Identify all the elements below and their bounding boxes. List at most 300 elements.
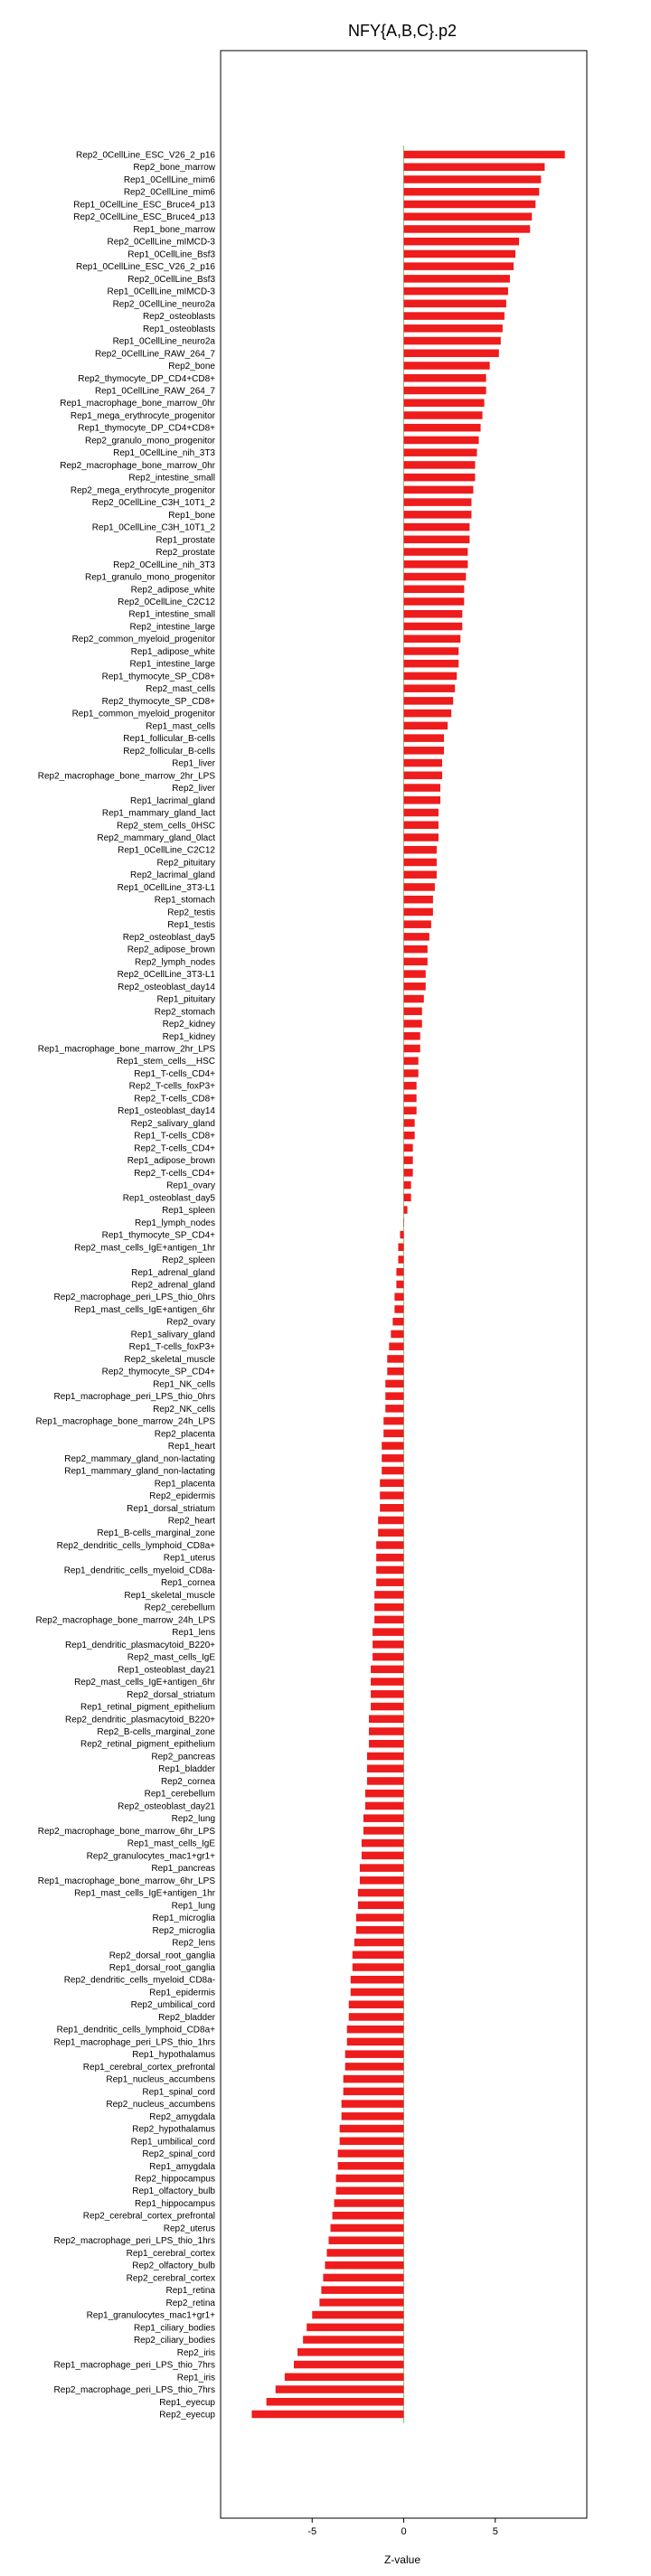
- category-label: Rep2_spleen: [162, 1255, 215, 1266]
- bar: [373, 1628, 403, 1636]
- bar: [371, 1678, 403, 1686]
- bar: [353, 1951, 404, 1960]
- bar: [387, 1368, 403, 1376]
- category-label: Rep2_dendritic_cells_lymphoid_CD8a+: [56, 1540, 215, 1551]
- bar: [285, 2374, 404, 2382]
- category-label: Rep1_dendritic_plasmacytoid_B220+: [65, 1640, 215, 1650]
- bar: [404, 958, 428, 966]
- category-label: Rep2_spinal_cord: [142, 2149, 215, 2160]
- bar: [338, 2162, 404, 2170]
- bar: [347, 2026, 404, 2034]
- bar: [404, 437, 479, 445]
- bar: [373, 1653, 403, 1661]
- bar: [404, 859, 437, 867]
- bar: [340, 2138, 404, 2146]
- bar: [380, 1491, 403, 1500]
- x-tick-label: -5: [307, 2526, 317, 2537]
- category-label: Rep2_bone: [168, 362, 215, 372]
- bar: [404, 796, 441, 804]
- bar: [404, 759, 443, 767]
- category-label: Rep2_olfactory_bulb: [132, 2261, 215, 2271]
- category-label: Rep1_hippocampus: [135, 2198, 215, 2209]
- bar: [404, 461, 476, 469]
- bar: [389, 1342, 403, 1350]
- bar: [404, 312, 505, 320]
- category-label: Rep1_stomach: [154, 895, 215, 906]
- category-label: Rep2_0CellLine_C2C12: [118, 597, 215, 608]
- bar: [356, 1926, 404, 1934]
- bar: [404, 387, 486, 395]
- bar: [383, 1430, 403, 1438]
- bar: [378, 1517, 403, 1525]
- bar: [319, 2299, 403, 2307]
- bar: [404, 635, 461, 643]
- bar: [380, 1504, 403, 1512]
- bar: [404, 1008, 422, 1016]
- bar: [404, 287, 508, 296]
- category-label: Rep1_intestine_large: [129, 659, 215, 670]
- category-label: Rep1_macrophage_peri_LPS_thio_0hrs: [53, 1392, 215, 1403]
- bar: [347, 2038, 404, 2046]
- category-labels-group: [36, 151, 216, 2421]
- category-label: Rep1_0CellLine_C2C12: [118, 845, 215, 856]
- category-label: Rep1_pancreas: [151, 1864, 215, 1875]
- category-label: Rep2_mast_cells: [146, 684, 215, 695]
- bar: [345, 2063, 404, 2071]
- bar: [378, 1528, 403, 1537]
- bar: [404, 722, 448, 730]
- category-label: Rep1_bladder: [158, 1764, 215, 1775]
- bar: [404, 1057, 419, 1065]
- bar: [404, 710, 452, 718]
- category-label: Rep2_cerebral_cortex_prefrontal: [82, 2211, 215, 2222]
- bar: [404, 883, 435, 891]
- category-label: Rep2_mammary_gland_0lact: [97, 832, 215, 843]
- bar: [404, 1082, 417, 1090]
- bar: [404, 300, 506, 308]
- category-label: Rep2_testis: [167, 907, 215, 918]
- category-label: Rep2_adipose_brown: [127, 945, 215, 955]
- bar: [342, 2100, 404, 2108]
- bar: [374, 1616, 403, 1624]
- category-label: Rep2_T-cells_CD4+: [134, 1168, 215, 1179]
- category-label: Rep2_retina: [165, 2298, 215, 2308]
- bar: [404, 809, 439, 817]
- bar: [404, 548, 468, 556]
- category-label: Rep2_cerebral_cortex: [126, 2273, 215, 2284]
- category-label: Rep2_osteoblast_day14: [118, 982, 215, 992]
- category-label: Rep1_bone_marrow: [133, 224, 215, 235]
- category-label: Rep1_adipose_white: [130, 646, 215, 657]
- bar: [394, 1293, 403, 1301]
- category-label: Rep1_follicular_B-cells: [123, 734, 215, 745]
- category-label: Rep2_retinal_pigment_epithelium: [80, 1739, 215, 1750]
- bar: [387, 1355, 403, 1363]
- bar: [404, 474, 476, 482]
- category-label: Rep1_olfactory_bulb: [132, 2186, 215, 2197]
- category-label: Rep1_osteoblast_day5: [122, 1193, 215, 1204]
- bar: [404, 262, 514, 270]
- category-label: Rep1_prostate: [156, 535, 215, 546]
- bar: [404, 511, 472, 519]
- bar: [404, 250, 516, 259]
- category-label: Rep1_T-cells_CD8+: [134, 1131, 215, 1142]
- category-label: Rep2_0CellLine_ESC_V26_2_p16: [75, 150, 215, 161]
- category-label: Rep1_macrophage_peri_LPS_thio_7hrs: [53, 2360, 215, 2371]
- category-label: Rep2_0CellLine_mIMCD-3: [107, 237, 215, 248]
- category-label: Rep2_0CellLine_mim6: [123, 187, 215, 198]
- category-label: Rep2_umbilical_cord: [130, 2000, 215, 2011]
- bar: [351, 1976, 404, 1984]
- bar: [404, 1144, 413, 1152]
- bar: [321, 2286, 403, 2294]
- category-label: Rep1_spinal_cord: [142, 2087, 215, 2098]
- category-label: Rep2_T-cells_CD4+: [134, 1143, 215, 1154]
- bar: [398, 1255, 403, 1264]
- category-label: Rep1_stem_cells__HSC: [117, 1057, 215, 1067]
- category-label: Rep2_cerebellum: [144, 1603, 215, 1613]
- bar: [404, 1032, 420, 1040]
- bar: [358, 1902, 404, 1910]
- category-label: Rep1_hypothalamus: [132, 2050, 215, 2061]
- category-label: Rep2_macrophage_bone_marrow_24h_LPS: [35, 1615, 215, 1626]
- category-label: Rep2_granulo_mono_progenitor: [85, 436, 215, 447]
- bar: [404, 238, 520, 246]
- bar: [404, 586, 465, 594]
- category-label: Rep1_T-cells_foxP3+: [128, 1342, 215, 1353]
- bar: [374, 1603, 403, 1612]
- bar: [307, 2324, 403, 2332]
- bar: [376, 1578, 403, 1586]
- category-label: Rep1_0CellLine_RAW_264_7: [94, 386, 215, 397]
- category-label: Rep2_0CellLine_ESC_Bruce4_p13: [73, 212, 215, 223]
- category-label: Rep1_B-cells_marginal_zone: [97, 1528, 215, 1539]
- category-label: Rep2_adipose_white: [130, 585, 215, 596]
- bar: [363, 1814, 404, 1822]
- bar: [404, 1169, 413, 1177]
- category-label: Rep1_heart: [167, 1442, 215, 1453]
- category-label: Rep2_ovary: [166, 1317, 215, 1328]
- category-label: Rep1_macrophage_bone_marrow_2hr_LPS: [37, 1044, 215, 1055]
- bar: [371, 1666, 403, 1674]
- bar: [404, 536, 470, 544]
- category-label: Rep1_0CellLine_C3H_10T1_2: [91, 522, 215, 533]
- category-label: Rep2_prostate: [156, 548, 215, 559]
- category-label: Rep2_osteoblasts: [142, 312, 215, 323]
- bar: [404, 324, 503, 333]
- bar: [404, 1020, 422, 1028]
- bar: [404, 833, 439, 841]
- category-label: Rep1_0CellLine_nih_3T3: [113, 448, 215, 459]
- category-label: Rep2_mast_cells_IgE: [127, 1652, 215, 1663]
- category-label: Rep2_osteoblast_day5: [122, 932, 215, 943]
- category-label: Rep2_macrophage_peri_LPS_thio_7hrs: [53, 2385, 215, 2396]
- bar: [404, 411, 483, 419]
- category-label: Rep2_macrophage_peri_LPS_thio_1hrs: [53, 2236, 215, 2247]
- bar: [404, 896, 433, 904]
- bar: [404, 660, 459, 668]
- category-label: Rep2_lens: [172, 1938, 215, 1949]
- category-label: Rep1_bone: [168, 510, 215, 521]
- bar: [404, 822, 439, 830]
- bar: [394, 1305, 403, 1313]
- category-label: Rep2_bone_marrow: [133, 163, 215, 174]
- category-label: Rep1_mast_cells_IgE+antigen_1hr: [74, 1888, 215, 1899]
- bar: [385, 1380, 403, 1388]
- category-label: Rep1_0CellLine_neuro2a: [112, 336, 215, 347]
- bar: [385, 1392, 403, 1400]
- category-label: Rep1_osteoblasts: [142, 324, 215, 334]
- bar: [404, 212, 533, 221]
- category-label: Rep1_thymocyte_SP_CD8+: [101, 672, 215, 682]
- bar: [404, 1206, 408, 1214]
- bar: [404, 982, 426, 991]
- category-label: Rep2_mega_erythrocyte_progenitor: [70, 485, 215, 496]
- category-label: Rep2_0CellLine_C3H_10T1_2: [91, 498, 215, 509]
- bar: [360, 1864, 404, 1872]
- bar: [404, 1156, 413, 1164]
- bar: [385, 1405, 403, 1413]
- category-label: Rep2_dorsal_striatum: [127, 1689, 215, 1700]
- category-label: Rep1_liver: [172, 758, 215, 769]
- category-label: Rep2_macrophage_peri_LPS_thio_0hrs: [53, 1293, 215, 1303]
- bar: [396, 1268, 403, 1276]
- bar: [369, 1740, 403, 1748]
- bar: [373, 1641, 403, 1649]
- bar: [404, 623, 463, 631]
- category-label: Rep1_lacrimal_gland: [130, 795, 215, 806]
- category-label: Rep1_cerebellum: [144, 1789, 215, 1800]
- bar: [349, 2013, 404, 2021]
- category-label: Rep1_macrophage_bone_marrow_6hr_LPS: [37, 1876, 215, 1886]
- bar: [331, 2224, 404, 2233]
- bar: [391, 1330, 403, 1339]
- category-label: Rep1_eyecup: [159, 2397, 215, 2408]
- bar: [404, 1045, 420, 1053]
- bar: [353, 1963, 404, 1971]
- category-label: Rep1_nucleus_accumbens: [106, 2074, 215, 2085]
- bar: [404, 697, 454, 705]
- category-label: Rep2_thymocyte_SP_CD8+: [101, 696, 215, 707]
- bar: [404, 970, 426, 978]
- bar: [404, 610, 463, 618]
- category-label: Rep2_skeletal_muscle: [124, 1354, 215, 1365]
- category-label: Rep2_macrophage_bone_marrow_6hr_LPS: [37, 1826, 215, 1837]
- bar: [404, 1106, 417, 1114]
- category-label: Rep1_mammary_gland_non-lactating: [64, 1466, 215, 1477]
- category-label: Rep1_adipose_brown: [127, 1156, 215, 1167]
- bar: [382, 1454, 403, 1462]
- bar: [404, 163, 545, 171]
- bar: [404, 523, 470, 531]
- category-label: Rep2_T-cells_foxP3+: [128, 1081, 215, 1092]
- bar: [325, 2261, 403, 2270]
- bar: [404, 225, 531, 233]
- category-label: Rep1_cerebral_cortex_prefrontal: [82, 2062, 215, 2073]
- x-axis: [307, 2518, 497, 2537]
- category-label: Rep2_microglia: [152, 1925, 215, 1936]
- category-label: Rep1_thymocyte_SP_CD4+: [101, 1230, 215, 1241]
- category-label: Rep2_stem_cells_0HSC: [117, 821, 215, 832]
- x-tick-label: 0: [401, 2526, 407, 2537]
- category-label: Rep2_mast_cells_IgE+antigen_1hr: [74, 1243, 215, 1254]
- category-label: Rep2_lymph_nodes: [135, 957, 215, 968]
- bar: [335, 2199, 404, 2207]
- category-label: Rep2_bladder: [158, 2012, 215, 2023]
- bar: [404, 362, 490, 370]
- bar: [365, 1802, 404, 1810]
- bar: [404, 920, 431, 928]
- category-label: Rep1_microglia: [152, 1913, 215, 1924]
- category-label: Rep2_pancreas: [151, 1752, 215, 1763]
- category-label: Rep2_0CellLine_3T3-L1: [117, 970, 215, 981]
- bar: [404, 175, 542, 183]
- category-label: Rep2_iris: [176, 2347, 215, 2358]
- category-label: Rep2_common_myeloid_progenitor: [71, 635, 215, 645]
- category-label: Rep2_dorsal_root_ganglia: [108, 1951, 215, 1961]
- bar: [342, 2112, 404, 2120]
- category-label: Rep1_adrenal_gland: [131, 1267, 215, 1278]
- category-label: Rep2_hippocampus: [135, 2174, 215, 2185]
- bar: [404, 498, 472, 506]
- bar: [404, 337, 501, 345]
- bar: [404, 672, 458, 681]
- category-label: Rep1_0CellLine_Bsf3: [127, 249, 215, 260]
- bar: [404, 945, 428, 954]
- category-label: Rep1_mammary_gland_lact: [101, 808, 215, 819]
- category-label: Rep2_intestine_small: [128, 473, 215, 484]
- category-label: Rep1_umbilical_cord: [130, 2137, 215, 2148]
- bar: [404, 201, 536, 209]
- bar: [376, 1566, 403, 1575]
- bar: [382, 1442, 403, 1450]
- bar: [338, 2149, 404, 2158]
- category-label: Rep1_0CellLine_3T3-L1: [117, 882, 215, 893]
- bar: [404, 933, 429, 941]
- bar: [362, 1852, 404, 1860]
- bar: [376, 1541, 403, 1549]
- bar: [351, 1988, 404, 1997]
- bar: [367, 1777, 404, 1785]
- category-label: Rep1_spleen: [162, 1206, 215, 1217]
- category-label: Rep1_placenta: [154, 1479, 215, 1490]
- category-label: Rep1_T-cells_CD4+: [134, 1068, 215, 1079]
- category-label: Rep2_thymocyte_DP_CD4+CD8+: [78, 373, 215, 384]
- category-label: Rep1_lens: [172, 1628, 215, 1639]
- category-label: Rep1_retina: [165, 2286, 215, 2297]
- category-label: Rep2_intestine_large: [129, 622, 215, 633]
- category-label: Rep2_osteoblast_day21: [118, 1801, 215, 1812]
- bar: [374, 1591, 403, 1599]
- category-label: Rep1_thymocyte_DP_CD4+CD8+: [78, 423, 215, 434]
- category-label: Rep1_amygdala: [149, 2161, 215, 2172]
- bar: [365, 1790, 404, 1798]
- category-label: Rep1_dorsal_root_ganglia: [108, 1962, 215, 1973]
- bar: [367, 1753, 404, 1761]
- category-label: Rep1_ciliary_bodies: [133, 2323, 215, 2334]
- category-label: Rep1_granulocytes_mac1+gr1+: [86, 2310, 215, 2321]
- category-label: Rep2_ciliary_bodies: [133, 2336, 215, 2346]
- category-label: Rep2_epidermis: [149, 1491, 215, 1502]
- category-label: Rep2_kidney: [162, 1020, 215, 1030]
- bar: [404, 772, 443, 780]
- category-label: Rep2_placenta: [154, 1429, 215, 1440]
- bar: [404, 846, 437, 854]
- bar: [358, 1889, 404, 1897]
- category-label: Rep1_lung: [171, 1901, 215, 1912]
- bar: [392, 1318, 403, 1326]
- bars-group: [251, 151, 564, 2419]
- bar: [360, 1876, 404, 1885]
- bar: [404, 448, 477, 456]
- category-label: Rep2_salivary_gland: [130, 1118, 215, 1129]
- category-label: Rep1_retinal_pigment_epithelium: [80, 1702, 215, 1713]
- bar: [267, 2398, 404, 2406]
- bar: [404, 995, 424, 1003]
- x-tick-label: 5: [492, 2526, 498, 2537]
- bar: [404, 1194, 411, 1202]
- bar: [404, 573, 467, 581]
- bar: [404, 870, 437, 879]
- category-label: Rep2_thymocyte_SP_CD4+: [101, 1367, 215, 1377]
- bar: [362, 1839, 404, 1847]
- category-label: Rep1_0CellLine_ESC_Bruce4_p13: [73, 200, 215, 211]
- bar: [404, 597, 465, 606]
- category-label: Rep1_dorsal_striatum: [127, 1503, 215, 1514]
- category-label: Rep2_adrenal_gland: [131, 1280, 215, 1291]
- category-label: Rep2_dendritic_cells_myeloid_CD8a-: [63, 1975, 215, 1986]
- bar: [312, 2311, 403, 2319]
- category-label: Rep1_mast_cells_IgE: [127, 1838, 215, 1849]
- category-label: Rep1_intestine_small: [128, 609, 215, 620]
- bar: [376, 1554, 403, 1562]
- category-label: Rep2_nucleus_accumbens: [106, 2100, 215, 2111]
- bar: [344, 2075, 404, 2083]
- bar: [404, 1095, 417, 1103]
- bar: [404, 684, 456, 692]
- bar: [369, 1727, 403, 1735]
- bar: [404, 188, 540, 196]
- category-label: Rep2_granulocytes_mac1+gr1+: [86, 1851, 215, 1862]
- bar: [251, 2411, 403, 2419]
- bar: [354, 1939, 404, 1947]
- category-label: Rep2_0CellLine_RAW_264_7: [94, 349, 215, 360]
- bar: [303, 2336, 403, 2344]
- category-label: Rep1_dendritic_cells_lymphoid_CD8a+: [56, 2025, 215, 2035]
- category-label: Rep2_liver: [172, 784, 215, 794]
- bar: [382, 1467, 403, 1475]
- bar: [404, 784, 441, 792]
- bar: [345, 2050, 404, 2058]
- category-label: Rep1_mega_erythrocyte_progenitor: [70, 410, 215, 421]
- bar: [336, 2186, 404, 2195]
- bar: [371, 1703, 403, 1711]
- bar: [400, 1231, 403, 1239]
- bar: [367, 1764, 404, 1772]
- bar: [323, 2274, 403, 2282]
- bar: [363, 1827, 404, 1835]
- category-label: Rep2_macrophage_bone_marrow_2hr_LPS: [37, 771, 215, 782]
- category-label: Rep1_kidney: [162, 1031, 215, 1042]
- category-label: Rep2_pituitary: [156, 858, 215, 869]
- bar: [333, 2212, 404, 2220]
- category-label: Rep1_skeletal_muscle: [124, 1590, 215, 1601]
- bar: [404, 486, 474, 494]
- category-label: Rep2_0CellLine_neuro2a: [112, 299, 215, 310]
- bar: [404, 399, 485, 407]
- bar: [404, 275, 510, 283]
- bar: [297, 2348, 403, 2356]
